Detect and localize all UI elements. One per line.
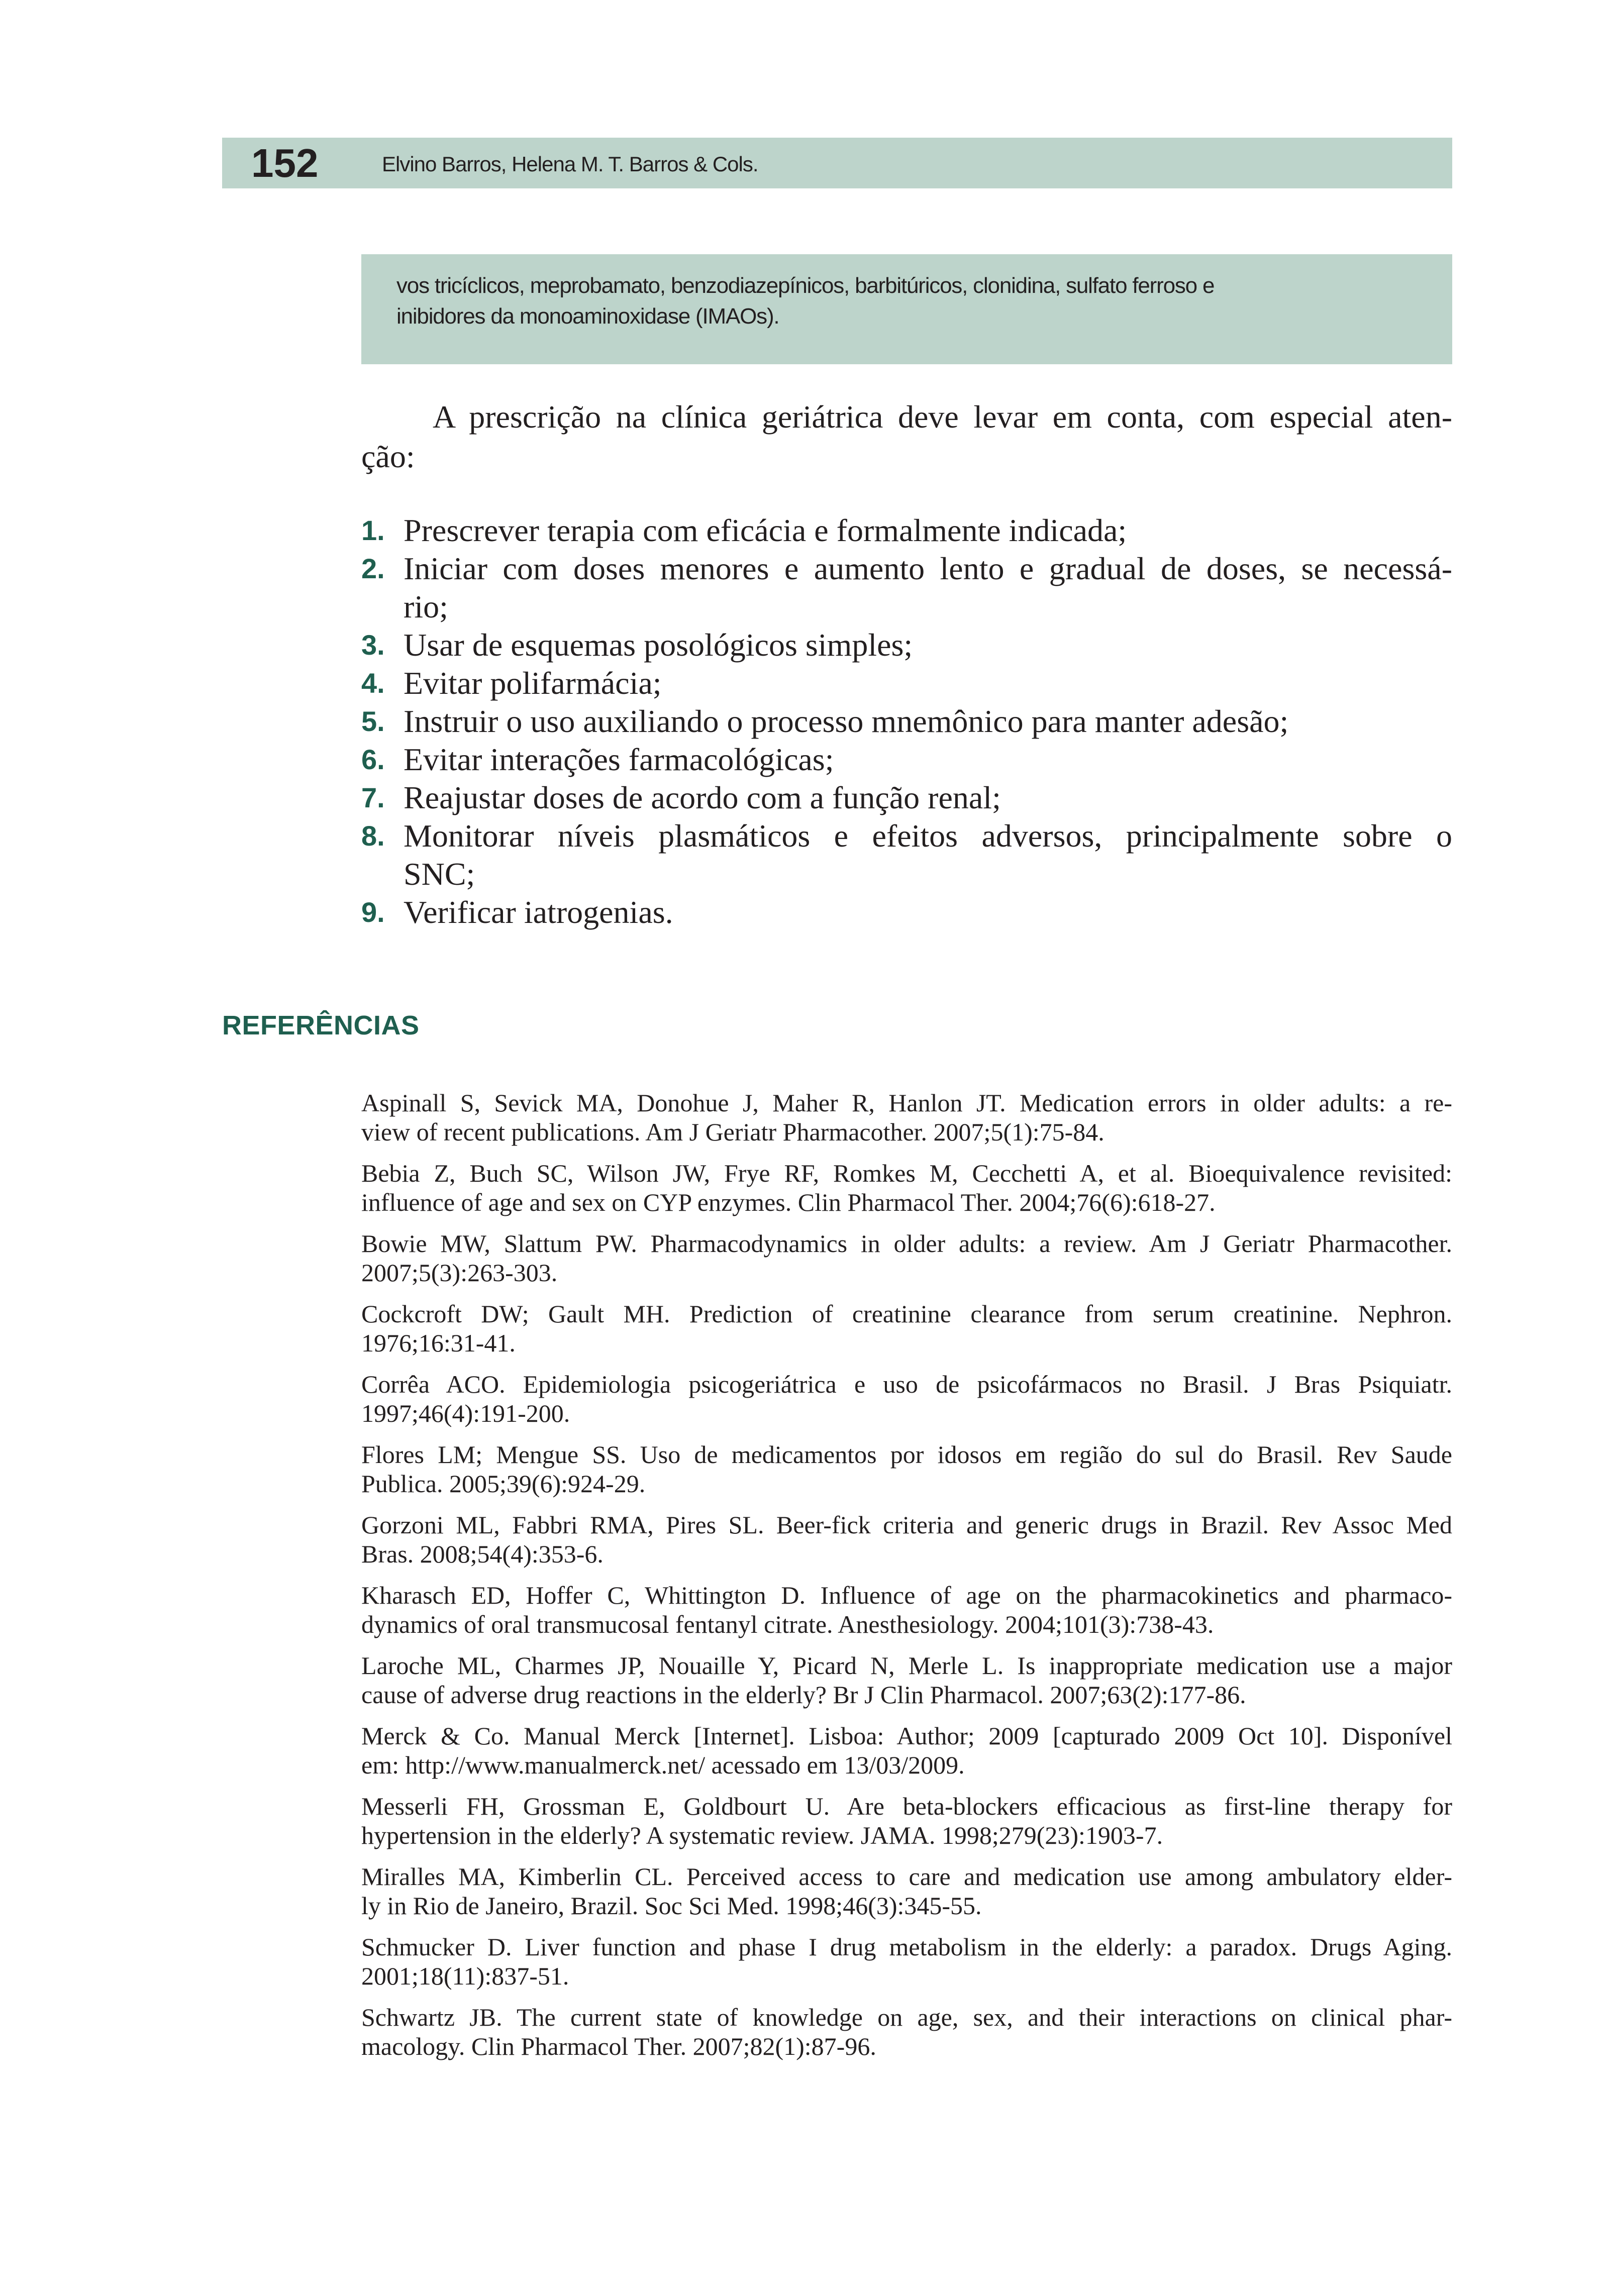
references-heading: REFERÊNCIAS: [222, 1010, 420, 1040]
list-item: [361, 817, 1452, 893]
text-line: cause of adverse drug reactions in the elderly? Br J Clin Pharmacol. 2007;63(2):177-86.: [361, 1681, 1246, 1709]
list-number: 5.: [361, 705, 385, 737]
text-line: Usar de esquemas posológicos simples;: [404, 627, 913, 663]
reference-entry: [361, 1159, 1452, 1217]
text-line: Schwartz JB. The current state of knowledge on age, sex, and their interactions on clinical phar-: [361, 2003, 1452, 2031]
list-number: 2.: [361, 553, 385, 584]
text-line: Bras. 2008;54(4):353-6.: [361, 1540, 604, 1568]
text-line: Kharasch ED, Hoffer C, Whittington D. Influence of age on the pharmacokinetics and pharmaco-: [361, 1581, 1452, 1609]
reference-entry: [361, 1088, 1452, 1146]
text-line: dynamics of oral transmucosal fentanyl citrate. Anesthesiology. 2004;101(3):738-43.: [361, 1610, 1214, 1638]
text-line: SNC;: [404, 856, 475, 892]
list-number: 4.: [361, 667, 385, 699]
reference-entry: [361, 1440, 1452, 1498]
reference-entry: [361, 1932, 1452, 1991]
text-line: Evitar polifarmácia;: [404, 665, 662, 701]
text-line: Merck & Co. Manual Merck [Internet]. Lisboa: Author; 2009 [capturado 2009 Oct 10]. Disponível: [361, 1722, 1452, 1750]
list-item: [361, 741, 1452, 779]
references-list: [361, 1088, 1452, 2073]
highlight-box: [361, 254, 1452, 364]
reference-entry: [361, 2003, 1452, 2061]
text-line: Prescrever terapia com eficácia e formalmente indicada;: [404, 512, 1127, 548]
text-line: Reajustar doses de acordo com a função renal;: [404, 780, 1001, 815]
page-number: 152: [251, 141, 319, 185]
text-line: macology. Clin Pharmacol Ther. 2007;82(1):87-96.: [361, 2032, 876, 2060]
list-number: 8.: [361, 820, 385, 852]
text-line: influence of age and sex on CYP enzymes. Clin Pharmacol Ther. 2004;76(6):618-27.: [361, 1188, 1216, 1216]
text-line: Instruir o uso auxiliando o processo mnemônico para manter adesão;: [404, 703, 1289, 739]
reference-entry: [361, 1651, 1452, 1709]
text-line: Miralles MA, Kimberlin CL. Perceived access to care and medication use among ambulatory elder-: [361, 1862, 1452, 1891]
reference-entry: [361, 1299, 1452, 1358]
list-item: [361, 550, 1452, 626]
text-line: rio;: [404, 589, 448, 624]
box-line: inibidores da monoaminoxidase (IMAOs).: [396, 304, 779, 329]
box-line: vos tricíclicos, meprobamato, benzodiazepínicos, barbitúricos, clonidina, sulfato ferroso e: [396, 273, 1215, 298]
text-line: Corrêa ACO. Epidemiologia psicogeriátrica e uso de psicofármacos no Brasil. J Bras Psiquiatr.: [361, 1370, 1452, 1398]
list-item: [361, 702, 1452, 741]
list-number: 7.: [361, 782, 385, 813]
list-item: [361, 626, 1452, 664]
text-line: Laroche ML, Charmes JP, Nouaille Y, Picard N, Merle L. Is inappropriate medication use a major: [361, 1651, 1452, 1680]
intro-paragraph: [361, 397, 1452, 476]
text-line: hypertension in the elderly? A systematic review. JAMA. 1998;279(23):1903-7.: [361, 1821, 1163, 1849]
text-line: Cockcroft DW; Gault MH. Prediction of creatinine clearance from serum creatinine. Nephron.: [361, 1300, 1452, 1328]
list-item: [361, 779, 1452, 817]
running-header-authors: Elvino Barros, Helena M. T. Barros & Cols.: [382, 152, 758, 176]
reference-entry: [361, 1229, 1452, 1287]
text-line: ly in Rio de Janeiro, Brazil. Soc Sci Med. 1998;46(3):345-55.: [361, 1892, 982, 1920]
text-line: Aspinall S, Sevick MA, Donohue J, Maher R, Hanlon JT. Medication errors in older adults: a re-: [361, 1089, 1452, 1117]
text-line: Bebia Z, Buch SC, Wilson JW, Frye RF, Romkes M, Cecchetti A, et al. Bioequivalence revisited:: [361, 1159, 1452, 1187]
text-line: 1997;46(4):191-200.: [361, 1399, 570, 1427]
text-line: Iniciar com doses menores e aumento lento e gradual de doses, se necessá-: [404, 551, 1452, 586]
text-line: view of recent publications. Am J Geriatr Pharmacother. 2007;5(1):75-84.: [361, 1118, 1104, 1146]
reference-entry: [361, 1510, 1452, 1569]
text-line: Publica. 2005;39(6):924-29.: [361, 1470, 646, 1498]
reference-entry: [361, 1792, 1452, 1850]
list-item: [361, 893, 1452, 931]
intro-line: ção:: [361, 439, 415, 474]
text-line: 1976;16:31-41.: [361, 1329, 516, 1357]
list-item: [361, 664, 1452, 702]
running-header: [222, 138, 1452, 188]
text-line: Bowie MW, Slattum PW. Pharmacodynamics in older adults: a review. Am J Geriatr Pharmacother.: [361, 1229, 1452, 1258]
text-line: em: http://www.manualmerck.net/ acessado em 13/03/2009.: [361, 1751, 965, 1779]
text-line: Messerli FH, Grossman E, Goldbourt U. Are beta-blockers efficacious as first-line therapy for: [361, 1792, 1452, 1820]
reference-entry: [361, 1721, 1452, 1780]
list-number: 1.: [361, 514, 385, 546]
text-line: 2001;18(11):837-51.: [361, 1962, 569, 1990]
text-line: Gorzoni ML, Fabbri RMA, Pires SL. Beer-fick criteria and generic drugs in Brazil. Rev Assoc Med: [361, 1511, 1452, 1539]
text-line: Flores LM; Mengue SS. Uso de medicamentos por idosos em região do sul do Brasil. Rev Saude: [361, 1440, 1452, 1469]
text-line: Verificar iatrogenias.: [404, 894, 673, 930]
text-line: Schmucker D. Liver function and phase I drug metabolism in the elderly: a paradox. Drugs Aging.: [361, 1933, 1452, 1961]
text-line: Monitorar níveis plasmáticos e efeitos adversos, principalmente sobre o: [404, 818, 1452, 854]
text-line: Evitar interações farmacológicas;: [404, 742, 834, 777]
intro-line: A prescrição na clínica geriátrica deve levar em conta, com especial aten-: [433, 399, 1452, 435]
reference-entry: [361, 1862, 1452, 1920]
list-number: 6.: [361, 744, 385, 775]
reference-entry: [361, 1581, 1452, 1639]
list-number: 3.: [361, 629, 385, 661]
reference-entry: [361, 1370, 1452, 1428]
text-line: 2007;5(3):263-303.: [361, 1259, 558, 1287]
list-number: 9.: [361, 896, 385, 928]
recommendations-list: [361, 511, 1452, 931]
list-item: [361, 511, 1452, 550]
